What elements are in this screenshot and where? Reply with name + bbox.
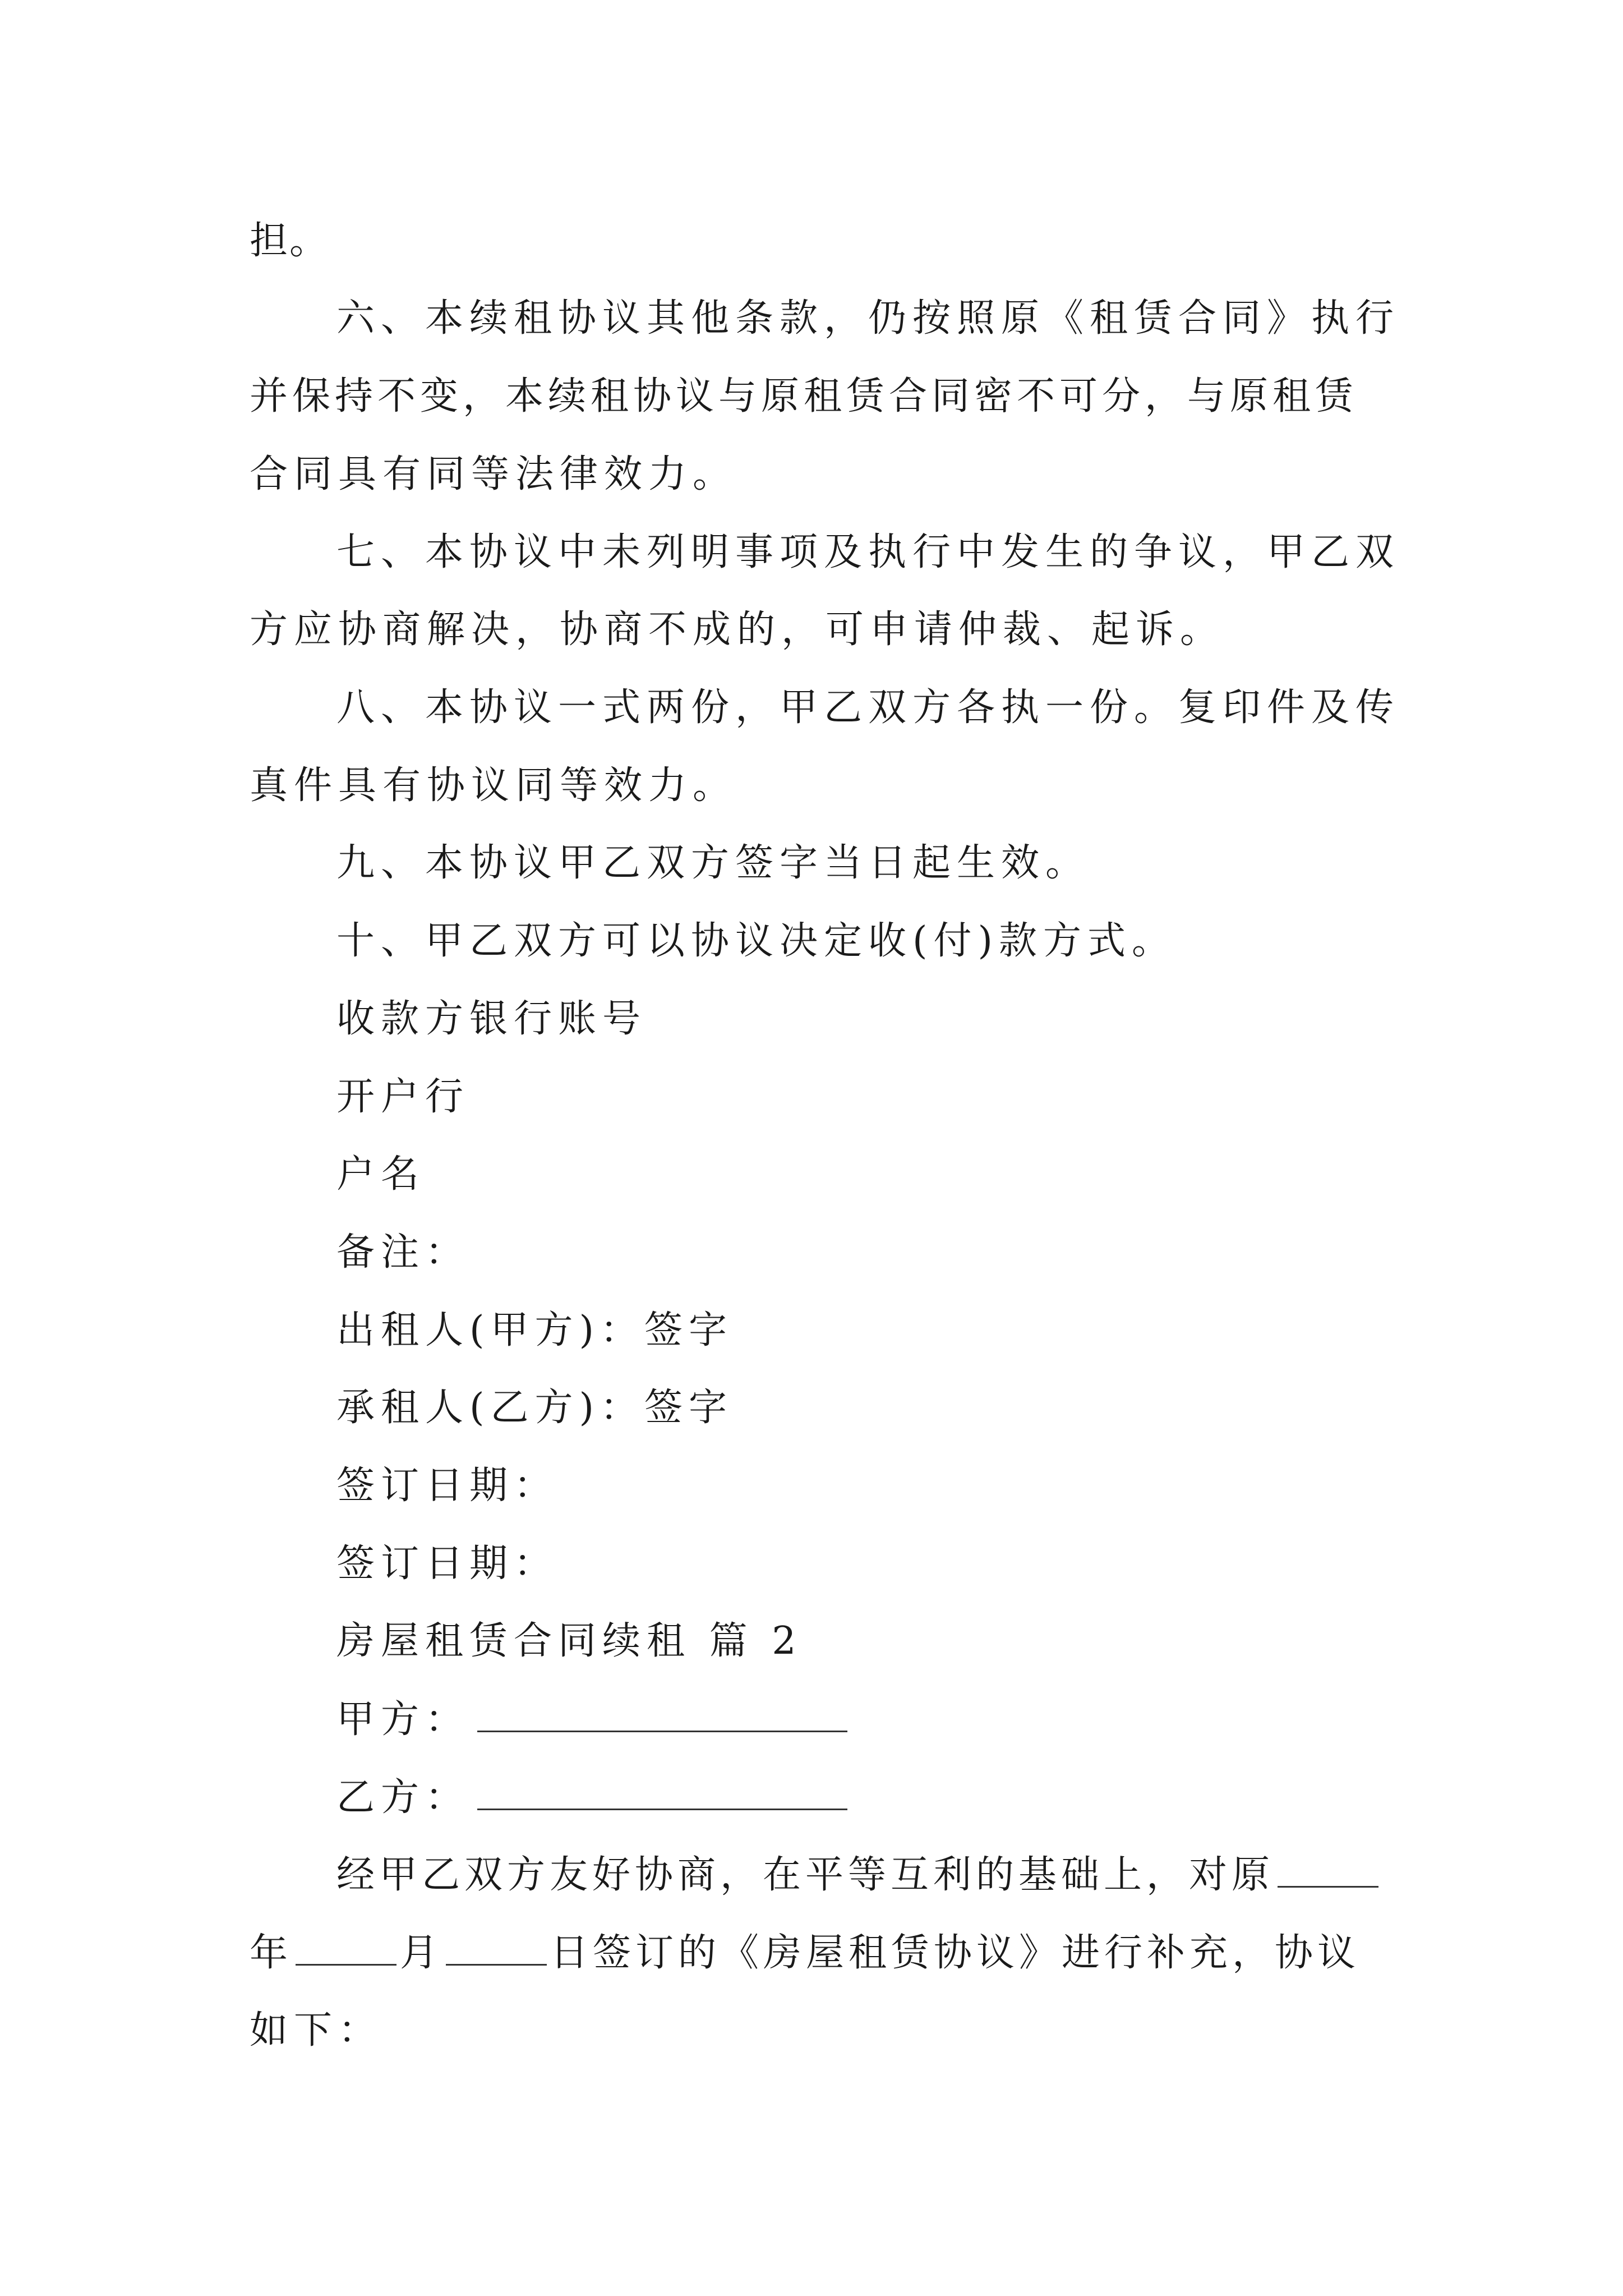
day-blank [446, 1930, 547, 1966]
clause-ten: 十、甲乙双方可以协议决定收(付)款方式。 [336, 919, 1177, 963]
party-a-blank [477, 1697, 847, 1732]
remarks-label: 备注： [336, 1230, 470, 1274]
text-line: 方应协商解决，协商不成的，可申请仲裁、起诉。 [250, 608, 1225, 652]
clause-six: 六、本续租协议其他条款，仍按照原《租赁合同》执行 [336, 296, 1400, 341]
text-line: 如下： [250, 2008, 383, 2053]
signing-date-label: 签订日期： [336, 1464, 559, 1508]
party-a-line [336, 1697, 847, 1742]
clause-seven: 七、本协议中未列明事项及执行中发生的争议，甲乙双 [336, 530, 1400, 574]
text-line: 合同具有同等法律效力。 [250, 452, 737, 496]
account-name-label: 户名 [336, 1152, 426, 1197]
clause-nine: 九、本协议甲乙双方签字当日起生效。 [336, 841, 1090, 885]
text-line: 并保持不变，本续租协议与原租赁合同密不可分，与原租赁 [250, 374, 1358, 418]
clause-eight: 八、本协议一式两份，甲乙双方各执一份。复印件及传 [336, 685, 1400, 730]
month-blank [296, 1930, 396, 1966]
lessor-signature-label: 出租人(甲方)：签字 [336, 1308, 734, 1352]
month-label: 月 [400, 1931, 443, 1975]
preamble-text: 经甲乙双方友好协商，在平等互利的基础上，对原 [336, 1853, 1275, 1897]
year-blank [1278, 1852, 1378, 1888]
party-b-line [336, 1775, 847, 1820]
text-line: 担。 [250, 219, 330, 263]
bank-account-label: 收款方银行账号 [336, 997, 647, 1041]
opening-bank-label: 开户行 [336, 1075, 470, 1119]
lessee-signature-label: 承租人(乙方)：签字 [336, 1386, 734, 1430]
text-line: 真件具有协议同等效力。 [250, 763, 737, 808]
section-title: 房屋租赁合同续租 篇 2 [336, 1619, 803, 1663]
signing-date-label: 签订日期： [336, 1542, 559, 1586]
party-b-label: 乙方： [336, 1775, 470, 1820]
preamble-line [336, 1852, 1382, 1897]
year-label: 年 [250, 1931, 293, 1975]
party-a-label: 甲方： [336, 1697, 470, 1742]
date-line [250, 1930, 1360, 1975]
date-line-rest: 日签订的《房屋租赁协议》进行补充，协议 [550, 1931, 1361, 1975]
party-b-blank [477, 1775, 847, 1810]
